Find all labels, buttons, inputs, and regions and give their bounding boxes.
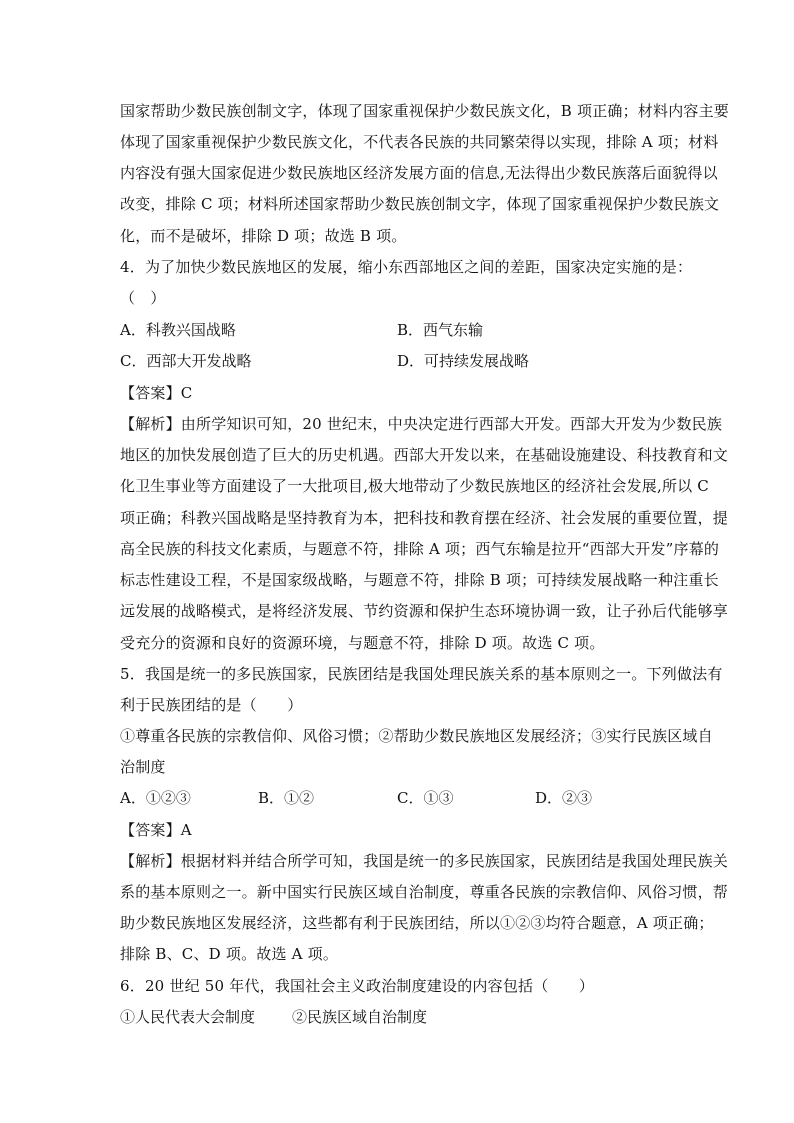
q4-explanation-line-1: 【解析】由所学知识可知，20 世纪末，中央决定进行西部大开发。西部大开发为少数民族 — [120, 415, 723, 433]
q5-option-a: A．①②③ — [120, 789, 191, 807]
q4-blank: （ ） — [120, 289, 166, 307]
q6-item-1: ①人民代表大会制度 — [120, 1008, 256, 1026]
q4-answer: 【答案】C — [120, 384, 193, 402]
q5-stem-line-1: 5．我国是统一的多民族国家，民族团结是我国处理民族关系的基本原则之一。下列做法有 — [120, 665, 723, 683]
q4-explanation-line-4: 项正确；科教兴国战略是坚持教育为本，把科技和教育摆在经济、社会发展的重要位置，提 — [120, 509, 729, 527]
prev-explanation-line-1: 国家帮助少数民族创制文字，体现了国家重视保护少数民族文化，B 项正确；材料内容主要 — [120, 102, 729, 120]
q4-option-a: A．科教兴国战略 — [120, 321, 236, 339]
q5-explanation-line-1: 【解析】根据材料并结合所学可知，我国是统一的多民族国家，民族团结是我国处理民族关 — [120, 852, 729, 870]
q6-item-2: ②民族区域自治制度 — [292, 1008, 428, 1026]
q4-explanation-line-8: 受充分的资源和良好的资源环境，与题意不符，排除 D 项。故选 C 项。 — [120, 634, 605, 652]
prev-explanation-line-3: 内容没有强大国家促进少数民族地区经济发展方面的信息,无法得出少数民族落后面貌得以 — [120, 164, 718, 182]
q5-stem-line-2: 利于民族团结的是（ ） — [120, 696, 303, 714]
q5-explanation-line-3: 助少数民族地区发展经济，这些都有利于民族团结，所以①②③均符合题意，A 项正确； — [120, 914, 714, 932]
q4-explanation-line-6: 标志性建设工程，不是国家级战略，与题意不符，排除 B 项；可持续发展战略一种注重长 — [120, 571, 719, 589]
q6-stem: 6．20 世纪 50 年代，我国社会主义政治制度建设的内容包括（ ） — [120, 977, 595, 995]
prev-explanation-line-5: 化，而不是破坏，排除 D 项；故选 B 项。 — [120, 227, 407, 245]
q5-items-line-1: ①尊重各民族的宗教信仰、风俗习惯；②帮助少数民族地区发展经济；③实行民族区域自 — [120, 727, 713, 745]
q4-explanation-line-7: 远发展的战略模式，是将经济发展、节约资源和保护生态环境协调一致，让子孙后代能够享 — [120, 602, 729, 620]
q4-explanation-line-5: 高全民族的科技文化素质，与题意不符，排除 A 项；西气东输是拉开“西部大开发”序幕的 — [120, 540, 720, 558]
q5-explanation-line-4: 排除 B、C、D 项。故选 A 项。 — [120, 945, 339, 963]
prev-explanation-line-4: 改变，排除 C 项；材料所述国家帮助少数民族创制文字，体现了国家重视保护少数民族文 — [120, 195, 720, 213]
q5-option-d: D．②③ — [535, 789, 593, 807]
q4-option-d: D．可持续发展战略 — [397, 352, 530, 370]
q4-stem: 4．为了加快少数民族地区的发展，缩小东西部地区之间的差距，国家决定实施的是： — [120, 258, 693, 276]
q5-option-c: C．①③ — [397, 789, 454, 807]
q5-items-line-2: 治制度 — [120, 758, 166, 776]
q5-answer: 【答案】A — [120, 821, 192, 839]
q4-explanation-line-2: 地区的加快发展创造了巨大的历史机遇。西部大开发以来，在基础设施建设、科技教育和文 — [120, 446, 729, 464]
q4-explanation-line-3: 化卫生事业等方面建设了一大批项目,极大地带动了少数民族地区的经济社会发展,所以 C — [120, 477, 709, 495]
q4-option-b: B．西气东输 — [397, 321, 484, 339]
q5-option-b: B．①② — [258, 789, 315, 807]
q5-explanation-line-2: 系的基本原则之一。新中国实行民族区域自治制度，尊重各民族的宗教信仰、风俗习惯，帮 — [120, 883, 729, 901]
q4-option-c: C．西部大开发战略 — [120, 352, 252, 370]
prev-explanation-line-2: 体现了国家重视保护少数民族文化，不代表各民族的共同繁荣得以实现，排除 A 项；材料 — [120, 133, 719, 151]
